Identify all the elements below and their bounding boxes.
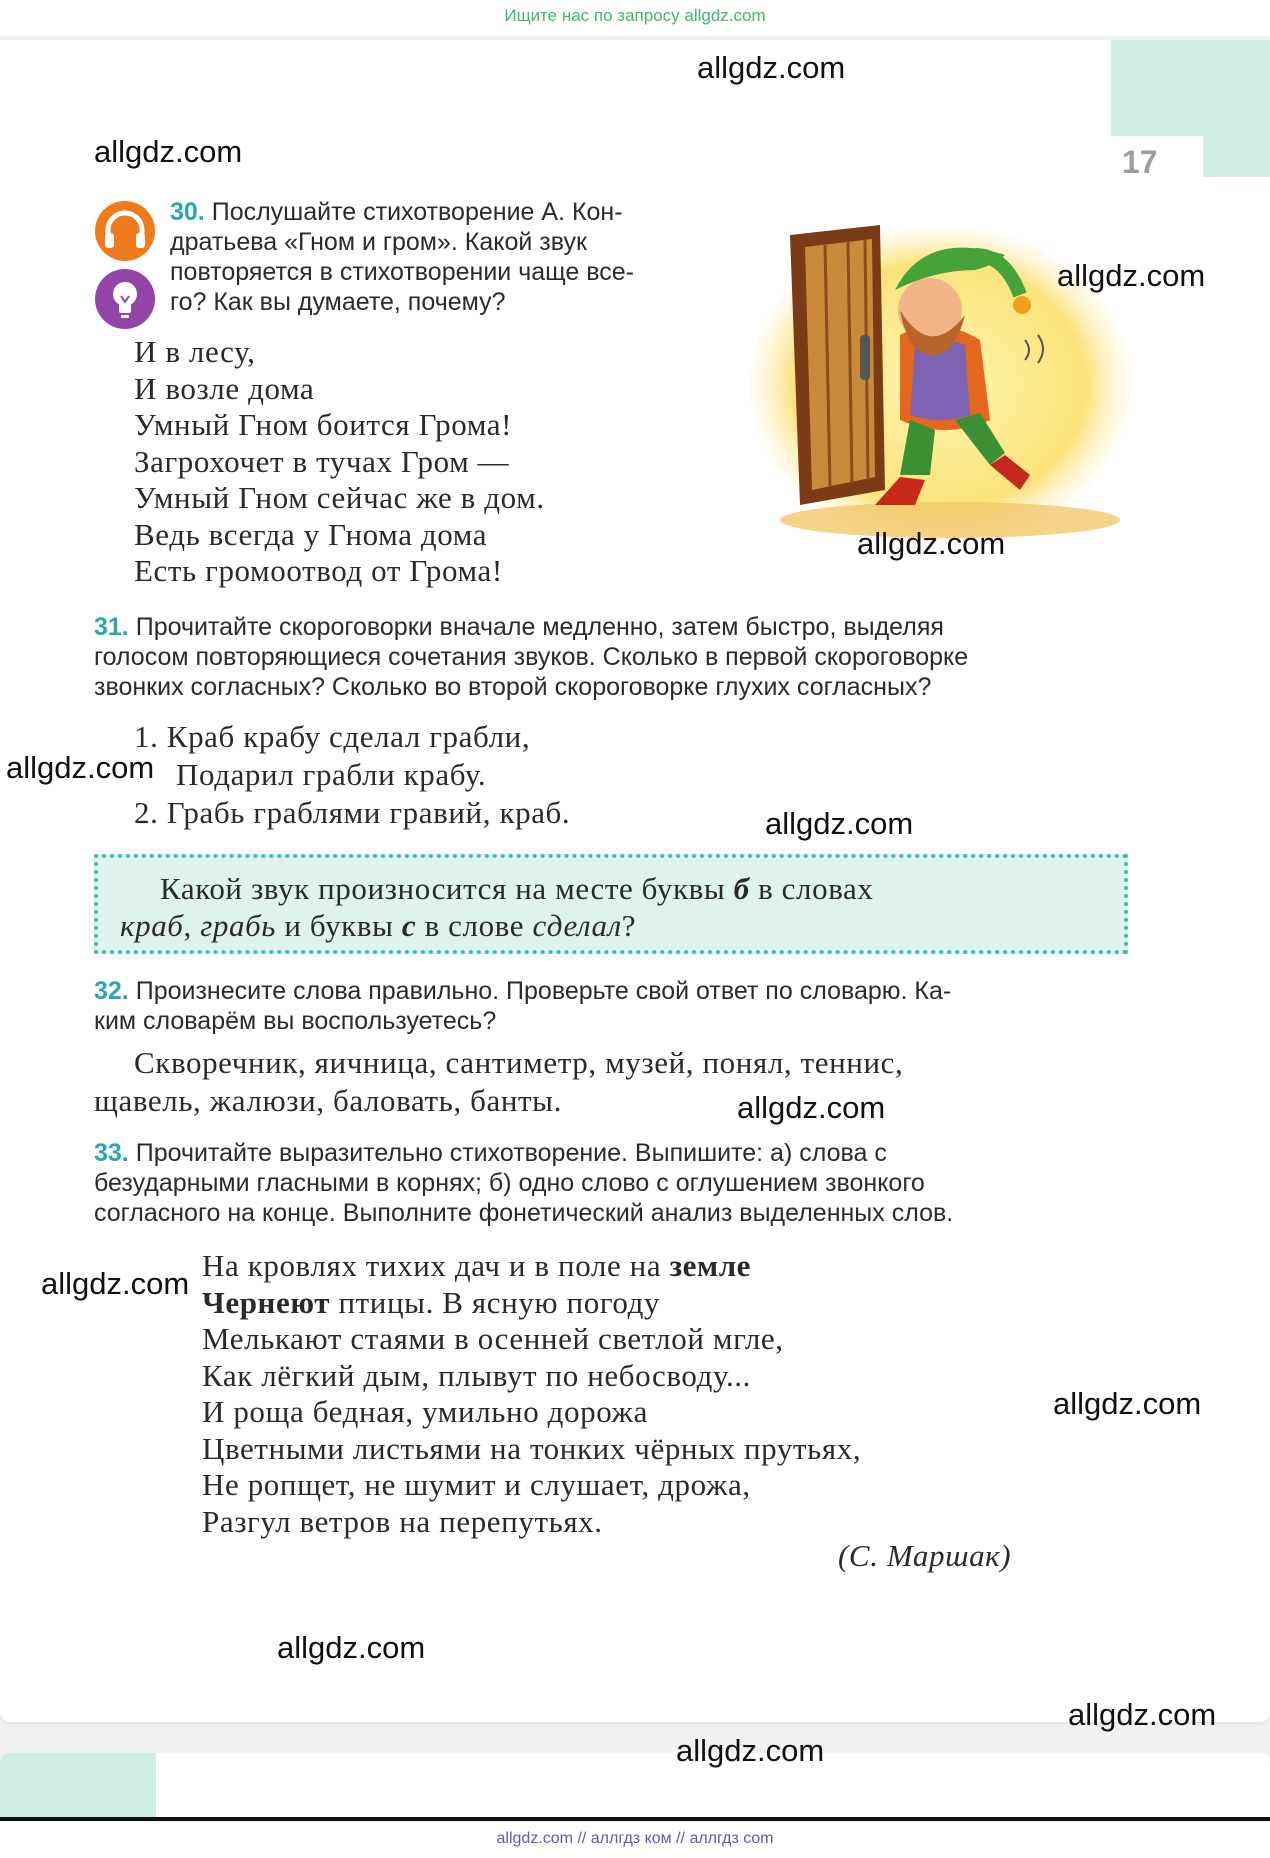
watermark: allgdz.com bbox=[737, 1090, 886, 1125]
next-page-corner bbox=[0, 1753, 156, 1817]
watermark: allgdz.com bbox=[676, 1733, 825, 1768]
next-page-preview bbox=[0, 1753, 1270, 1817]
poem-line: И возле дома bbox=[134, 370, 315, 406]
poem-text: птицы. В ясную погоду bbox=[330, 1284, 661, 1320]
watermark: allgdz.com bbox=[857, 526, 1006, 561]
exercise-30-poem bbox=[134, 334, 545, 590]
question-text: Какой звук произносится на месте буквы bbox=[160, 871, 734, 906]
exercise-30-task bbox=[170, 197, 720, 317]
poem-line: Ведь всегда у Гнома дома bbox=[134, 516, 488, 552]
top-banner: Ищите нас по запросу allgdz.com bbox=[0, 0, 1270, 36]
exercise-33-number: 33. bbox=[94, 1139, 129, 1167]
poem-line: И в лесу, bbox=[134, 334, 256, 369]
poem-line: Как лёгкий дым, плывут по небосводу... bbox=[202, 1357, 751, 1393]
exercise-30-number: 30. bbox=[170, 198, 205, 226]
poem-author: (С. Маршак) bbox=[838, 1538, 1012, 1573]
exercise-32-number: 32. bbox=[94, 977, 129, 1005]
poem-line: Мелькают стаями в осенней светлой мгле, bbox=[202, 1321, 784, 1356]
question-text: в словах bbox=[749, 871, 874, 906]
question-text: , bbox=[183, 908, 201, 943]
watermark: allgdz.com bbox=[1068, 1697, 1217, 1732]
lightbulb-icon bbox=[94, 268, 156, 330]
watermark: allgdz.com bbox=[94, 134, 243, 169]
task-line: повторяется в стихотворении чаще все- bbox=[170, 258, 634, 286]
watermark: allgdz.com bbox=[1057, 258, 1206, 293]
question-word: краб bbox=[120, 908, 184, 943]
twister-line: 2. Грабь граблями гравий, краб. bbox=[134, 795, 571, 830]
poem-line: И роща бедная, умильно дорожа bbox=[202, 1394, 648, 1429]
watermark: allgdz.com bbox=[41, 1266, 190, 1301]
twister-line: 1. Краб крабу сделал грабли, bbox=[134, 719, 531, 754]
poem-line: Умный Гном сейчас же в дом. bbox=[134, 480, 545, 515]
poem-line: Есть громоотвод от Грома! bbox=[134, 553, 503, 588]
words-line: Скворечник, яичница, сантиметр, музей, понял, теннис, bbox=[134, 1045, 904, 1080]
question-box-text bbox=[120, 870, 1120, 944]
divider bbox=[0, 1817, 1270, 1821]
poem-line: Цветными листьями на тонких чёрных прутьях, bbox=[202, 1430, 862, 1466]
task-line: голосом повторяющиеся сочетания звуков. Сколько в первой скороговорке bbox=[94, 643, 969, 671]
exercise-31-number: 31. bbox=[94, 613, 129, 641]
task-line: согласного на конце. Выполните фонетический анализ выделенных слов. bbox=[94, 1199, 954, 1227]
task-line: Послушайте стихотворение А. Кон- bbox=[211, 198, 623, 226]
highlighted-word: Чернеют bbox=[202, 1284, 331, 1320]
exercise-31-tongue-twisters bbox=[134, 718, 570, 832]
watermark: allgdz.com bbox=[6, 750, 155, 785]
task-line: го? Как вы думаете, почему? bbox=[170, 288, 506, 316]
watermark: allgdz.com bbox=[697, 50, 846, 85]
highlighted-word: земле bbox=[669, 1248, 752, 1283]
exercise-31-task bbox=[94, 612, 1128, 702]
watermark: allgdz.com bbox=[765, 806, 914, 841]
task-line: Прочитайте скороговорки вначале медленно, затем быстро, выделяя bbox=[135, 613, 944, 641]
task-line: дратьева «Гном и гром». Какой звук bbox=[170, 228, 587, 256]
watermark: allgdz.com bbox=[277, 1630, 426, 1665]
task-line: Прочитайте выразительно стихотворение. Выпишите: а) слова с bbox=[135, 1139, 887, 1167]
question-letter: с bbox=[401, 908, 417, 943]
poem-line bbox=[202, 1285, 861, 1322]
question-word: сделал bbox=[532, 908, 622, 943]
exercise-33-task bbox=[94, 1138, 1128, 1228]
poem-text: На кровлях тихих дач и в поле на bbox=[202, 1248, 670, 1283]
watermark: allgdz.com bbox=[1053, 1386, 1202, 1421]
poem-line: Загрохочет в тучах Гром — bbox=[134, 443, 510, 479]
exercise-32-task bbox=[94, 976, 1128, 1036]
headphones-icon bbox=[94, 200, 156, 262]
question-text: в слове bbox=[416, 908, 533, 943]
task-line: звонких согласных? Сколько во второй скороговорке глухих согласных? bbox=[94, 673, 932, 701]
exercise-33-poem bbox=[202, 1248, 861, 1540]
poem-line bbox=[202, 1248, 861, 1285]
task-line: ким словарём вы воспользуетесь? bbox=[94, 1007, 497, 1035]
poem-line: Разгул ветров на перепутьях. bbox=[202, 1503, 603, 1539]
question-word: грабь bbox=[200, 908, 276, 943]
question-text: ? bbox=[621, 908, 637, 943]
words-line: щавель, жалюзи, баловать, банты. bbox=[94, 1083, 562, 1118]
twister-line: Подарил грабли крабу. bbox=[176, 757, 487, 792]
question-text: и буквы bbox=[276, 908, 402, 943]
task-line: безударными гласными в корнях; б) одно слово с оглушением звонкого bbox=[94, 1169, 925, 1197]
page-number: 17 bbox=[1122, 144, 1158, 180]
poem-line: Умный Гном боится Грома! bbox=[134, 407, 513, 442]
poem-line: Не ропщет, не шумит и слушает, дрожа, bbox=[202, 1467, 751, 1502]
footer-links[interactable]: allgdz.com // аллгдз ком // аллгдз com bbox=[0, 1822, 1270, 1858]
question-letter: б bbox=[733, 871, 750, 906]
task-line: Произнесите слова правильно. Проверьте свой ответ по словарю. Ка- bbox=[135, 977, 952, 1005]
